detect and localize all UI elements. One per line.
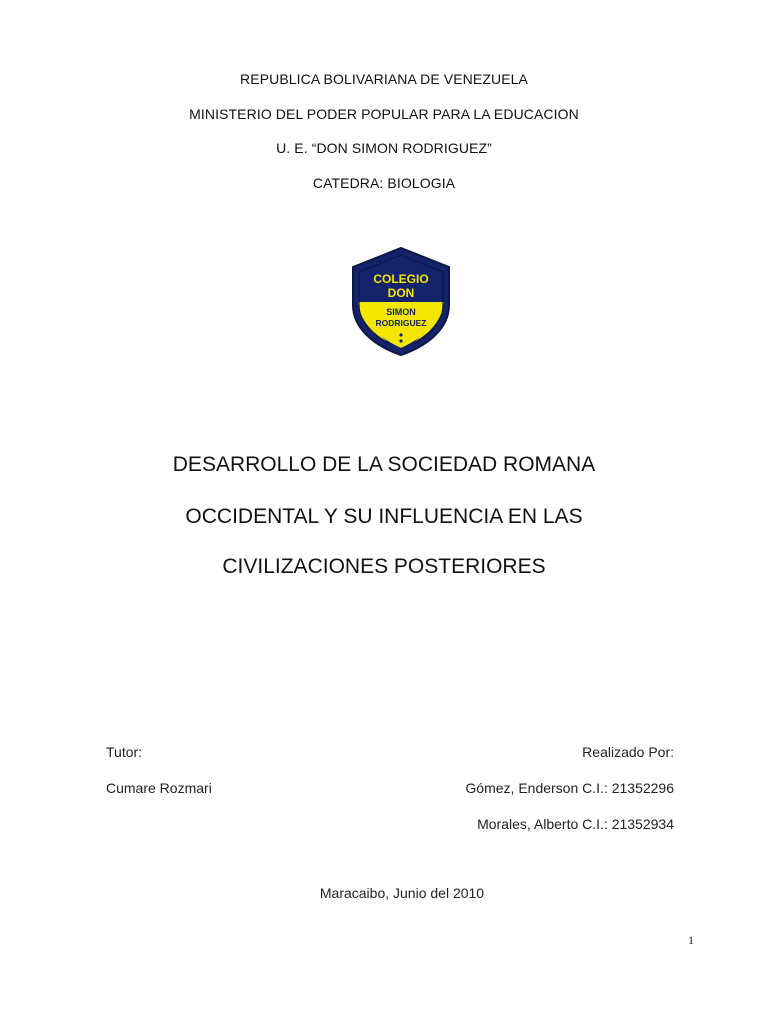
header-subject: CATEDRA: BIOLOGIA	[312, 175, 456, 191]
author-1: Gómez, Enderson C.I.: 21352296	[465, 780, 674, 796]
header-school: U. E. “DON SIMON RODRIGUEZ”	[276, 140, 492, 156]
title-line-3: CIVILIZACIONES POSTERIORES	[222, 555, 546, 578]
crest-dot	[399, 339, 402, 342]
author-2: Morales, Alberto C.I.: 21352934	[477, 816, 674, 832]
crest-text-rodriguez: RODRIGUEZ	[375, 318, 427, 328]
title-line-1: DESARROLLO DE LA SOCIEDAD ROMANA	[172, 453, 596, 476]
place-and-date: Maracaibo, Junio del 2010	[319, 885, 485, 901]
header-republic: REPUBLICA BOLIVARIANA DE VENEZUELA	[240, 71, 528, 87]
crest-text-simon: SIMON	[386, 307, 416, 317]
page-number: 1	[688, 933, 694, 947]
authors-label: Realizado Por:	[582, 744, 674, 760]
crest-text-colegio: COLEGIO	[373, 272, 429, 286]
title-line-2: OCCIDENTAL Y SU INFLUENCIA EN LAS	[185, 505, 583, 528]
header-ministry: MINISTERIO DEL PODER POPULAR PARA LA EDUCACION	[189, 106, 579, 122]
tutor-label: Tutor:	[106, 744, 143, 760]
tutor-name: Cumare Rozmari	[106, 780, 212, 796]
crest-text-don: DON	[387, 286, 415, 300]
school-crest-logo	[345, 245, 457, 357]
crest-dot	[399, 333, 402, 336]
